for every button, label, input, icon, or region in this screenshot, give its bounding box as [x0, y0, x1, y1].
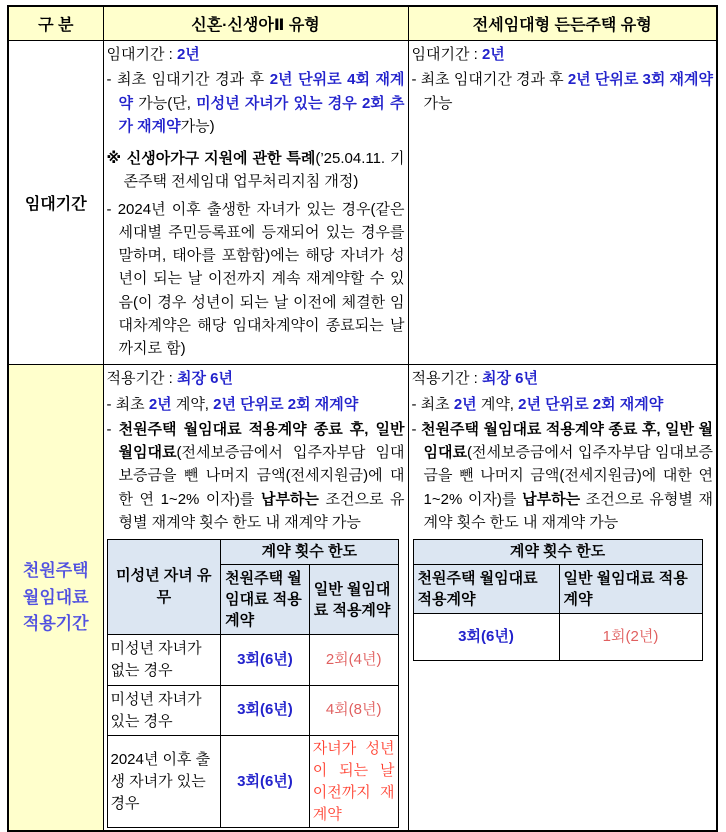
text-segment: 적용기간 :: [106, 370, 177, 388]
text-segment: 계약,: [171, 395, 214, 413]
main-table: [7, 5, 718, 832]
text-segment: (’25.04.11. 기존주택 전세임대 업무처리지침 개정): [123, 150, 405, 191]
subtable-title: 계약 횟수 한도: [221, 540, 398, 565]
row-label-no-minor: 미성년 자녀가 없는 경우: [107, 635, 221, 686]
rent-apply-newlywed-cell: [103, 365, 408, 832]
document-page: [7, 5, 718, 823]
paragraph: [412, 43, 714, 66]
subtable-col-head-general: 일반 월임대료 적용계약: [559, 565, 702, 614]
table-row: [107, 635, 398, 686]
header-cell-jeonse-type: 전세임대형 든든주택 유형: [408, 6, 717, 41]
rent-apply-jeonse-cell: [408, 365, 717, 832]
paragraph: [412, 418, 714, 534]
text-segment: 2년 단위로 2회 재계약: [518, 395, 664, 413]
text-segment: 미성년 자녀가 있는 경우 2회 추가 재계약: [118, 94, 405, 135]
general-contract-value: 4회(8년): [309, 685, 398, 736]
text-segment: 임대기간 :: [411, 46, 482, 63]
subtable-subheader-row: [413, 565, 702, 614]
text-segment: 2년 단위로 3회 재계약: [567, 71, 714, 89]
text-segment: 납부하는: [260, 490, 319, 508]
text-segment: 천원주택 월임대료 적용계약 종료 후, 일반 월임대료: [118, 420, 405, 461]
lease-period-newlywed-cell: [103, 41, 408, 365]
rent-apply-row: [8, 365, 717, 832]
header-row: [8, 6, 717, 41]
text-segment: 가능): [180, 117, 215, 135]
subtable-stub-head: 미성년 자녀 유무: [107, 540, 221, 635]
text-segment: 가능: [423, 94, 453, 112]
general-contract-value: 1회(2년): [559, 614, 702, 661]
table-row: [413, 614, 702, 661]
rent-apply-label: 천원주택 월임대료 적용기간: [8, 365, 103, 832]
text-segment: 2년 단위로 2회 재계약: [213, 395, 359, 413]
text-segment: - 최초: [106, 395, 149, 413]
general-contract-value: 2회(4년): [309, 635, 398, 686]
subtable-col-head-general: 일반 월임대료 적용계약: [309, 565, 398, 635]
lease-period-jeonse-cell: [408, 41, 717, 365]
contract-limit-table-jeonse: [413, 539, 703, 661]
paragraph: [107, 198, 405, 361]
paragraph: [107, 68, 405, 138]
text-segment: 2년: [481, 46, 505, 63]
subtable-title: 계약 횟수 한도: [413, 540, 702, 565]
row-label-born-after-2024: 2024년 이후 출생 자녀가 있는 경우: [107, 736, 221, 828]
paragraph: [107, 43, 405, 66]
text-segment: 2년 단위로 4회 재계약: [118, 71, 405, 112]
text-segment: 2년: [176, 46, 200, 63]
thousand-contract-value: 3회(6년): [221, 635, 310, 686]
paragraph: [107, 147, 405, 194]
text-segment: 조건으로 유형별 재계약 횟수 한도 내 재계약 가능: [118, 490, 405, 531]
text-segment: 2년: [148, 395, 172, 413]
header-cell-category: 구 분: [8, 6, 103, 41]
paragraph: [412, 393, 714, 416]
paragraph: [412, 68, 714, 115]
text-segment: 임대기간 :: [106, 46, 177, 63]
text-segment: (전세보증금에서 입주자부담 임대보증금을 뺀 나머지 금액(전세지원금)에 대한 연 1~2% 이자)를: [118, 444, 405, 508]
general-contract-value: 자녀가 성년이 되는 날 이전까지 재계약: [309, 736, 398, 828]
paragraph: [107, 393, 405, 416]
subtable-header-row: [107, 540, 398, 565]
thousand-contract-value: 3회(6년): [221, 685, 310, 736]
text-segment: 최장 6년: [176, 370, 233, 388]
header-cell-newlywed-type: 신혼·신생아Ⅱ 유형: [103, 6, 408, 41]
text-segment: 계약,: [476, 395, 519, 413]
row-label-has-minor: 미성년 자녀가 있는 경우: [107, 685, 221, 736]
paragraph: [107, 367, 405, 390]
text-segment: -: [106, 420, 119, 438]
subtable-col-head-thousand: 천원주택 월임대료 적용계약: [221, 565, 310, 635]
table-row: [107, 685, 398, 736]
text-segment: -: [411, 420, 421, 438]
text-segment: - 2024년 이후 출생한 자녀가 있는 경우(같은 세대별 주민등록표에 등재되어 있는 경우를 말하며, 태아를 포함함)에는 해당 자녀가 성년이 되는 날 이전까지 계속 재계약할 수 있음(이 경우 성년이 되는 날 이전에 체결한 임대차계약은 해당 임대차계약이 종료되는 날까지로 함): [106, 200, 405, 357]
text-segment: - 최초 임대기간 경과 후: [411, 71, 568, 89]
subtable-col-head-thousand: 천원주택 월임대료 적용계약: [413, 565, 559, 614]
text-segment: 적용기간 :: [411, 370, 482, 388]
contract-limit-table-newlywed: [107, 539, 399, 828]
text-segment: - 최초: [411, 395, 454, 413]
paragraph: [412, 367, 714, 390]
text-segment: 가능(단,: [133, 94, 197, 112]
text-segment: 최장 6년: [481, 370, 538, 388]
lease-period-row: [8, 41, 717, 365]
text-segment: 천원주택 월임대료 적용계약 종료 후, 일반 월임대료: [421, 420, 713, 461]
text-segment: ※ 신생아가구 지원에 관한 특례: [106, 150, 316, 167]
subtable-header-row: [413, 540, 702, 565]
thousand-contract-value: 3회(6년): [413, 614, 559, 661]
text-segment: (전세보증금에서 입주자부담 임대보증금을 뺀 나머지 금액(전세지원금)에 대한 연 1~2% 이자)를: [423, 444, 713, 508]
text-segment: - 최초 임대기간 경과 후: [106, 71, 270, 89]
text-segment: 납부하는: [522, 490, 581, 508]
thousand-contract-value: 3회(6년): [221, 736, 310, 828]
paragraph: [107, 418, 405, 534]
text-segment: 조건으로 유형별 재계약 횟수 한도 내 재계약 가능: [423, 490, 713, 531]
text-segment: 2년: [453, 395, 477, 413]
lease-period-label: 임대기간: [8, 41, 103, 365]
